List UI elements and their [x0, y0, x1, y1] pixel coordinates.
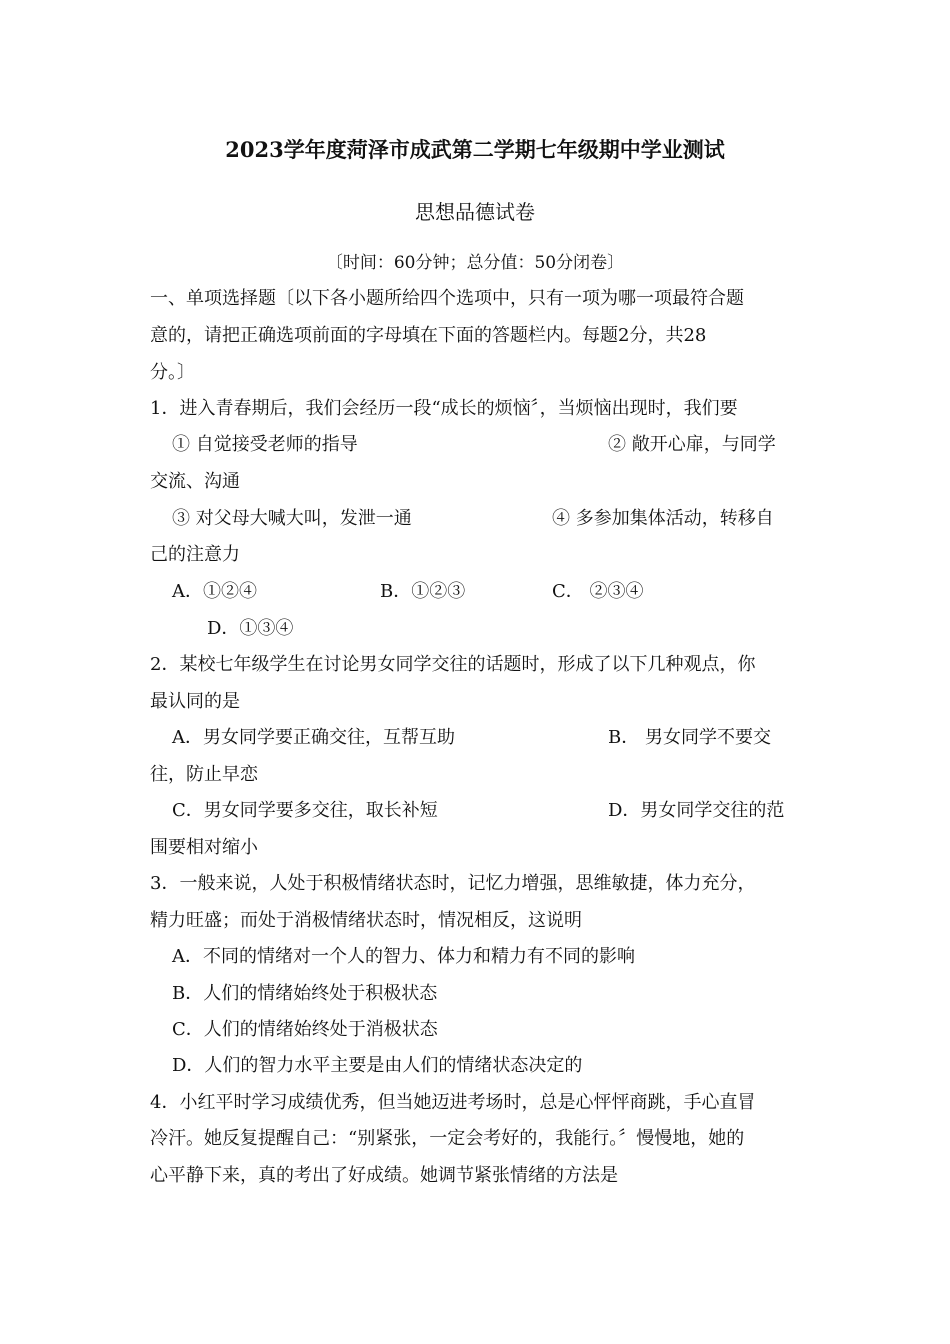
exam-subtitle: 思想品德试卷: [415, 200, 535, 224]
q2-option-b: B． 男女同学不要交: [608, 727, 771, 748]
q1-option-b: B．①②③: [380, 581, 466, 602]
q2-option-c: C．男女同学要多交往，取长补短: [172, 800, 438, 821]
q2-option-a: A．男女同学要正确交往，互帮互助: [172, 727, 455, 748]
q4-stem-line3: 心平静下来，真的考出了好成绩。她调节紧张情绪的方法是: [150, 1165, 618, 1186]
q1-item4: ④ 多参加集体活动，转移自: [552, 508, 774, 529]
q1-item4-continued: 己的注意力: [150, 544, 240, 565]
section-instructions-line3: 分。〕: [150, 362, 195, 383]
q1-item2: ② 敞开心扉，与同学: [608, 434, 776, 455]
q2-stem-line1: 2．某校七年级学生在讨论男女同学交往的话题时，形成了以下几种观点，你: [150, 654, 756, 675]
q1-item3: ③ 对父母大喊大叫，发泄一通: [172, 508, 412, 529]
q2-option-b-continued: 往，防止早恋: [150, 764, 258, 785]
q2-option-d: D．男女同学交往的范: [608, 800, 785, 821]
q1-option-c: C． ②③④: [552, 581, 644, 602]
q1-option-a: A．①②④: [172, 581, 257, 602]
q4-stem-line2: 冷汗。她反复提醒自己：“别紧张，一定会考好的，我能行。〞慢慢地，她的: [150, 1128, 745, 1149]
section-instructions-line1: 一、单项选择题〔以下各小题所给四个选项中，只有一项为哪一项最符合题: [150, 288, 744, 309]
exam-info: 〔时间：60分钟；总分值：50分闭卷〕: [325, 253, 625, 273]
q3-option-c: C．人们的情绪始终处于消极状态: [172, 1019, 438, 1040]
section-instructions-line2: 意的，请把正确选项前面的字母填在下面的答题栏内。每题2分，共28: [150, 325, 707, 346]
q1-option-d: D．①③④: [207, 618, 294, 639]
q3-stem-line2: 精力旺盛；而处于消极情绪状态时，情况相反，这说明: [150, 910, 582, 931]
q1-item2-continued: 交流、沟通: [150, 471, 240, 492]
q4-stem-line1: 4．小红平时学习成绩优秀，但当她迈进考场时，总是心怦怦商跳，手心直冒: [150, 1092, 756, 1113]
q3-stem-line1: 3．一般来说，人处于积极情绪状态时，记忆力增强，思维敏捷，体力充分，: [150, 873, 756, 894]
q2-stem-line2: 最认同的是: [150, 691, 240, 712]
q3-option-a: A．不同的情绪对一个人的智力、体力和精力有不同的影响: [172, 946, 635, 967]
q2-option-d-continued: 围要相对缩小: [150, 837, 258, 858]
exam-title: 2023学年度菏泽市成武第二学期七年级期中学业测试: [225, 137, 725, 162]
q3-option-d: D．人们的智力水平主要是由人们的情绪状态决定的: [172, 1055, 583, 1076]
q1-item1: ① 自觉接受老师的指导: [172, 434, 358, 455]
q3-option-b: B．人们的情绪始终处于积极状态: [172, 983, 438, 1004]
q1-stem: 1．进入青春期后，我们会经历一段“成长的烦恼〞，当烦恼出现时，我们要: [150, 398, 738, 419]
